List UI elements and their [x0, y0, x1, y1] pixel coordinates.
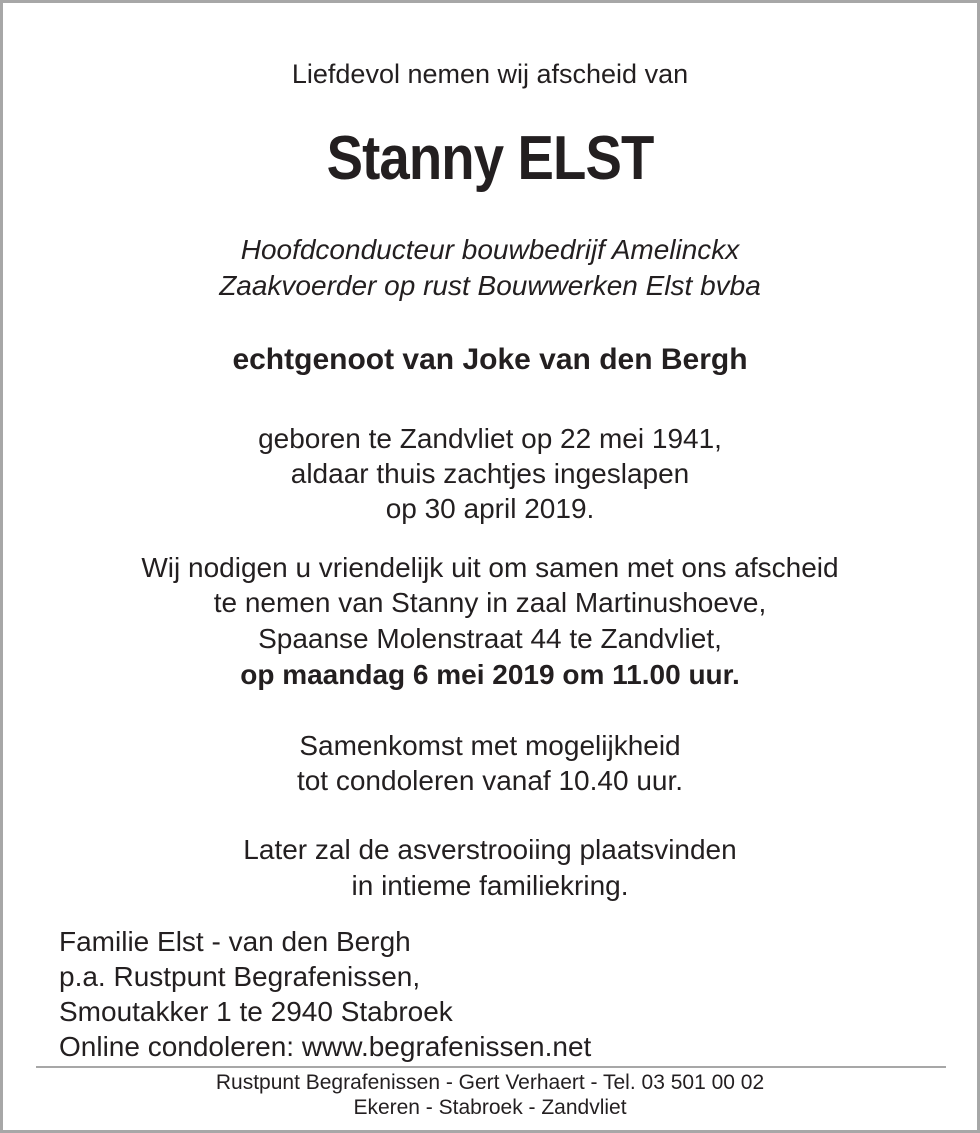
footer-divider [36, 1066, 946, 1068]
ashes-line-1: Later zal de asverstrooiing plaatsvinden [243, 834, 737, 865]
intro-text: Liefdevol nemen wij afscheid van [291, 59, 689, 89]
online-condolence-link[interactable]: Online condoleren: www.begrafenissen.net [59, 1031, 592, 1062]
ceremony-datetime: op maandag 6 mei 2019 om 11.00 uur. [240, 659, 740, 690]
ashes-line-2: in intieme familiekring. [351, 870, 629, 901]
birth-line: geboren te Zandvliet op 22 mei 1941, [258, 423, 722, 454]
death-date-line: op 30 april 2019. [385, 493, 595, 524]
role-line-1: Hoofdconducteur bouwbedrijf Amelinckx [240, 234, 740, 265]
gathering-line-1: Samenkomst met mogelijkheid [299, 730, 681, 761]
invitation-line-2: te nemen van Stanny in zaal Martinushoeve, [213, 587, 767, 618]
death-line: aldaar thuis zachtjes ingeslapen [290, 458, 690, 489]
deceased-name: Stanny ELST [326, 124, 654, 193]
invitation-line-1: Wij nodigen u vriendelijk uit om samen met ons afscheid [141, 552, 839, 583]
gathering-line-2: tot condoleren vanaf 10.40 uur. [296, 765, 684, 796]
family-address-street: Smoutakker 1 te 2940 Stabroek [59, 996, 453, 1027]
role-line-2: Zaakvoerder op rust Bouwwerken Elst bvba [219, 270, 761, 301]
footer-locations: Ekeren - Stabroek - Zandvliet [353, 1096, 627, 1119]
family-name: Familie Elst - van den Bergh [59, 926, 411, 957]
footer-funeral-home: Rustpunt Begrafenissen - Gert Verhaert - Tel. 03 501 00 02 [215, 1071, 765, 1094]
family-address-care-of: p.a. Rustpunt Begrafenissen, [59, 961, 421, 992]
spouse-line: echtgenoot van Joke van den Bergh [232, 343, 748, 376]
invitation-address: Spaanse Molenstraat 44 te Zandvliet, [258, 623, 722, 654]
